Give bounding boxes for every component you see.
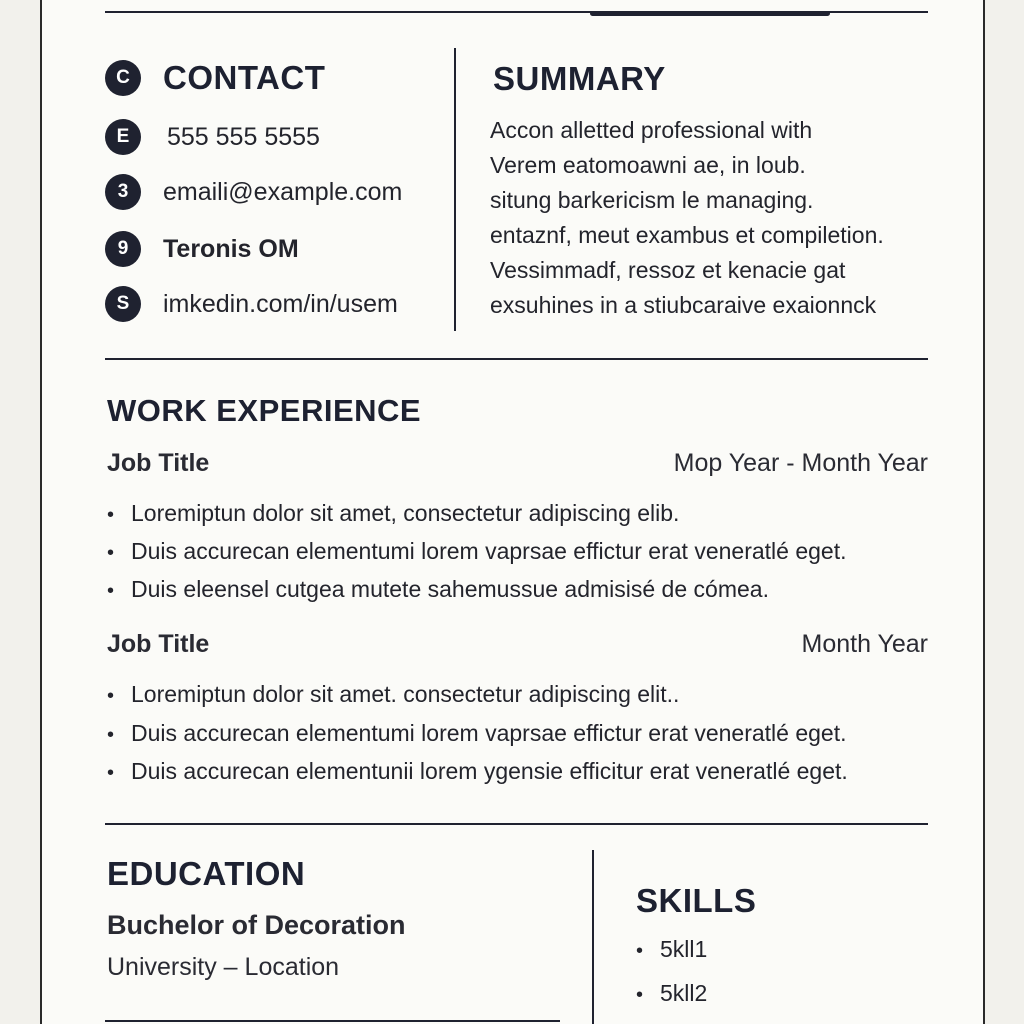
- contact-email-text: emaili@example.com: [163, 177, 403, 206]
- skill-item: [636, 980, 707, 1007]
- job-bullet-text: Duis eleensel cutgea mutete sahemussue admisisé de cómea.: [131, 576, 769, 602]
- bullet-dot-icon: •: [636, 984, 644, 1006]
- education-bottom-divider: [105, 1020, 560, 1022]
- job-bullet-text: Duis accurecan elementumi lorem vaprsae effictur erat veneratlé eget.: [131, 538, 847, 564]
- job-bullet: [107, 500, 679, 527]
- skill-text: 5kll2: [660, 980, 708, 1006]
- bullet-dot-icon: •: [636, 940, 644, 962]
- job-title: Job Title: [107, 449, 210, 477]
- job-bullet-text: Loremiptun dolor sit amet. consectetur adipiscing elit..: [131, 681, 680, 707]
- bullet-dot-icon: •: [107, 504, 115, 526]
- skill-text: 5kll1: [660, 936, 708, 962]
- skills-heading: SKILLS: [636, 882, 757, 919]
- education-skills-divider: [592, 850, 594, 1024]
- contact-linkedin-text: imkedin.com/in/usem: [163, 289, 398, 318]
- section-divider: [105, 358, 928, 360]
- work-experience-heading: WORK EXPERIENCE: [107, 393, 422, 428]
- top-divider-accent: [590, 11, 830, 16]
- summary-line: exsuhines in a stiubcaraive exaionnck: [490, 292, 877, 318]
- contact-linkedin: [105, 285, 398, 323]
- contact-phone: [105, 118, 320, 156]
- summary-heading: SUMMARY: [493, 60, 666, 97]
- contact-summary-divider: [454, 48, 456, 331]
- skill-item: [636, 936, 707, 963]
- education-heading: EDUCATION: [107, 855, 306, 892]
- job-bullet: [107, 576, 769, 603]
- education-university: University – Location: [107, 953, 340, 981]
- contact-phone-text: 555 555 5555: [167, 122, 320, 151]
- bullet-dot-icon: •: [107, 580, 115, 602]
- job-bullet: [107, 720, 846, 747]
- education-degree: Buchelor of Decoration: [107, 910, 406, 940]
- job-bullet: [107, 681, 679, 708]
- phone-icon: E: [105, 119, 141, 155]
- job-title: Job Title: [107, 630, 210, 658]
- job-bullet: [107, 538, 846, 565]
- contact-heading-row: [105, 59, 325, 97]
- contact-email: [105, 173, 402, 211]
- summary-line: entaznf, meut exambus et compiletion.: [490, 222, 884, 248]
- contact-heading: CONTACT: [163, 59, 326, 96]
- bullet-dot-icon: •: [107, 685, 115, 707]
- job-bullet: [107, 758, 848, 785]
- section-divider: [105, 823, 928, 825]
- job-bullet-text: Duis accurecan elementumi lorem vaprsae effictur erat veneratlé eget.: [131, 720, 847, 746]
- bullet-dot-icon: •: [107, 724, 115, 746]
- bullet-dot-icon: •: [107, 762, 115, 784]
- job-dates: Month Year: [801, 630, 928, 658]
- summary-line: situng barkericism le managing.: [490, 187, 814, 213]
- job-bullet-text: Duis accurecan elementunii lorem ygensie efficitur erat veneratlé eget.: [131, 758, 848, 784]
- job-bullet-text: Loremiptun dolor sit amet, consectetur adipiscing elib.: [131, 500, 680, 526]
- linkedin-icon: S: [105, 286, 141, 322]
- bullet-dot-icon: •: [107, 542, 115, 564]
- summary-line: Accon alletted professional with: [490, 117, 813, 143]
- summary-line: Vessimmadf, ressoz et kenacie gat: [490, 257, 846, 283]
- contact-location-text: Teronis OM: [163, 234, 299, 263]
- contact-location: [105, 230, 299, 268]
- email-icon: 3: [105, 174, 141, 210]
- summary-line: Verem eatomoawni ae, in loub.: [490, 152, 806, 178]
- job-dates: Mop Year - Month Year: [673, 449, 928, 477]
- location-icon: 9: [105, 231, 141, 267]
- contact-heading-icon: C: [105, 60, 141, 96]
